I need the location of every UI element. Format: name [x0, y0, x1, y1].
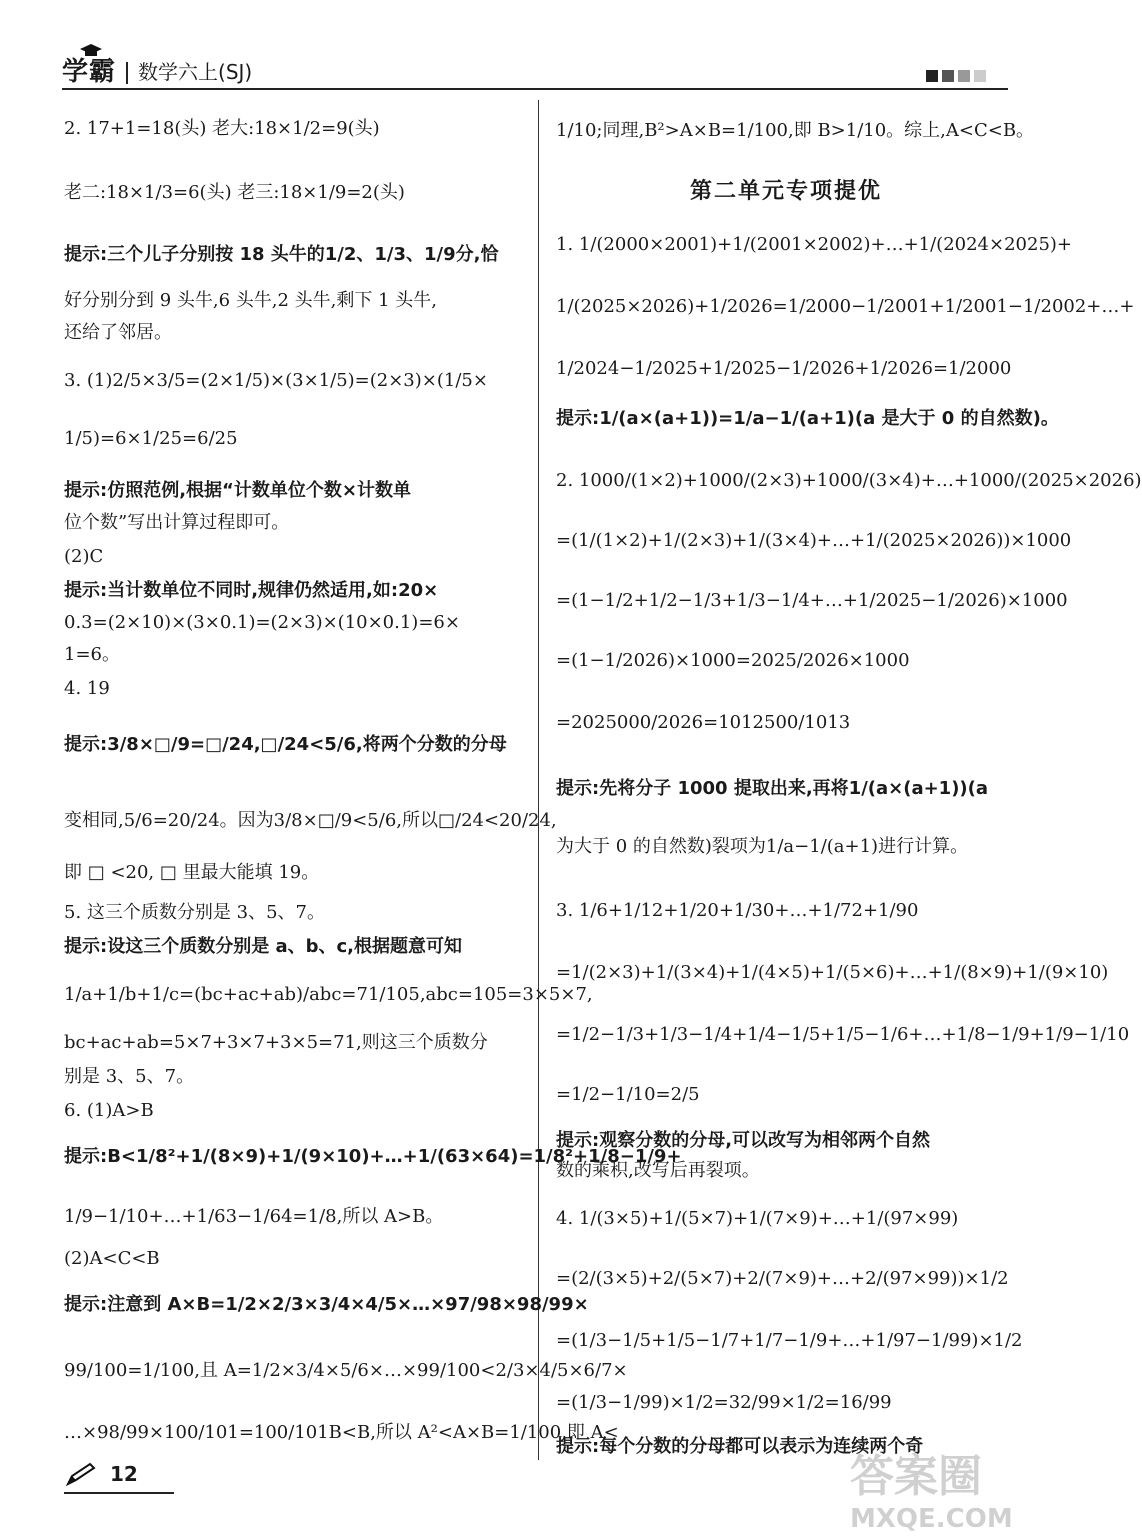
- hint-line: 提示:注意到 A×B=1/2×2/3×3/4×4/5×…×97/98×98/99×: [64, 1294, 589, 1315]
- header-subject: 数学六上(SJ): [138, 60, 253, 84]
- answer-line: 1. 1/(2000×2001)+1/(2001×2002)+…+1/(2024×2025)+: [556, 234, 1073, 255]
- decor-square: [974, 70, 986, 82]
- hint-line: 提示:B<1/8²+1/(8×9)+1/(9×10)+…+1/(63×64)=1/8²+1/8−1/9+: [64, 1146, 682, 1167]
- answer-line: 1/9−1/10+…+1/63−1/64=1/8,所以 A>B。: [64, 1206, 444, 1227]
- answer-line: 4. 19: [64, 678, 110, 699]
- hint-line: 提示:1/(a×(a+1))=1/a−1/(a+1)(a 是大于 0 的自然数)。: [556, 408, 1059, 429]
- answer-line: 99/100=1/100,且 A=1/2×3/4×5/6×…×99/100<2/3×4/5×6/7×: [64, 1360, 628, 1381]
- hint-line: 提示:先将分子 1000 提取出来,再将1/(a×(a+1))(a: [556, 778, 989, 799]
- answer-line: 1/a+1/b+1/c=(bc+ac+ab)/abc=71/105,abc=105=3×5×7,: [64, 984, 593, 1005]
- answer-line: =2025000/2026=1012500/1013: [556, 712, 851, 733]
- answer-line: 别是 3、5、7。: [64, 1066, 195, 1087]
- hint-line: 提示:仿照范例,根据“计数单位个数×计数单: [64, 480, 411, 501]
- answer-line: =(1/3−1/5+1/5−1/7+1/7−1/9+…+1/97−1/99)×1/2: [556, 1330, 1023, 1351]
- hint-line: 提示:当计数单位不同时,规律仍然适用,如:20×: [64, 580, 439, 601]
- graduation-cap-icon: [80, 44, 102, 58]
- answer-line: (2)A<C<B: [64, 1248, 160, 1269]
- answer-line: 还给了邻居。: [64, 322, 172, 343]
- brand-logo-text: 学霸: [62, 57, 117, 87]
- header-separator: [126, 62, 128, 84]
- header-rule: [62, 88, 1008, 90]
- footer-rule: [64, 1492, 174, 1494]
- answer-line: 好分别分到 9 头牛,6 头牛,2 头牛,剩下 1 头牛,: [64, 290, 438, 311]
- answer-line: =(2/(3×5)+2/(5×7)+2/(7×9)+…+2/(97×99))×1/2: [556, 1268, 1009, 1289]
- brand-logo: [62, 48, 252, 88]
- answer-line: …×98/99×100/101=100/101B<B,所以 A²<A×B=1/100,即 A<: [64, 1422, 619, 1443]
- hint-line: 提示:三个儿子分别按 18 头牛的1/2、1/3、1/9分,恰: [64, 244, 499, 265]
- column-divider: [538, 100, 539, 1460]
- watermark-text: 答案圈: [850, 1451, 982, 1502]
- answer-line: 1/(2025×2026)+1/2026=1/2000−1/2001+1/2001−1/2002+…+: [556, 296, 1135, 317]
- answer-line: =1/2−1/10=2/5: [556, 1084, 700, 1105]
- answer-line: 2. 1000/(1×2)+1000/(2×3)+1000/(3×4)+…+1000/(2025×2026): [556, 470, 1142, 491]
- answer-line: 6. (1)A>B: [64, 1100, 154, 1121]
- answer-line: 3. 1/6+1/12+1/20+1/30+…+1/72+1/90: [556, 900, 919, 921]
- watermark-url: MXQE.COM: [850, 1504, 1013, 1534]
- page-footer: [64, 1462, 174, 1492]
- answer-line: bc+ac+ab=5×7+3×7+3×5=71,则这三个质数分: [64, 1032, 488, 1053]
- answer-line: 位个数”写出计算过程即可。: [64, 512, 290, 533]
- answer-line: 为大于 0 的自然数)裂项为1/a−1/(a+1)进行计算。: [556, 836, 969, 857]
- answer-line: 1/10;同理,B²>A×B=1/100,即 B>1/10。综上,A<C<B。: [556, 120, 1035, 141]
- answer-line: 0.3=(2×10)×(3×0.1)=(2×3)×(10×0.1)=6×: [64, 612, 460, 633]
- answer-line: 变相同,5/6=20/24。因为3/8×□/9<5/6,所以□/24<20/24,: [64, 810, 557, 831]
- watermark: [850, 1440, 1030, 1534]
- answer-line: =1/(2×3)+1/(3×4)+1/(4×5)+1/(5×6)+…+1/(8×9)+1/(9×10): [556, 962, 1109, 983]
- answer-line: 即 □ <20, □ 里最大能填 19。: [64, 862, 320, 883]
- answer-line: 3. (1)2/5×3/5=(2×1/5)×(3×1/5)=(2×3)×(1/5×: [64, 370, 488, 391]
- decor-square: [942, 70, 954, 82]
- hint-line: 提示:3/8×□/9=□/24,□/24<5/6,将两个分数的分母: [64, 734, 507, 755]
- section-title: 第二单元专项提优: [689, 179, 882, 204]
- answer-line: 老二:18×1/3=6(头) 老三:18×1/9=2(头): [64, 182, 405, 203]
- hint-line: 提示:每个分数的分母都可以表示为连续两个奇: [556, 1436, 924, 1457]
- answer-line: =(1−1/2026)×1000=2025/2026×1000: [556, 650, 910, 671]
- answer-line: =(1/3−1/99)×1/2=32/99×1/2=16/99: [556, 1392, 892, 1413]
- page-header: [62, 48, 1008, 90]
- pencil-icon: [64, 1462, 100, 1488]
- answer-line: 4. 1/(3×5)+1/(5×7)+1/(7×9)+…+1/(97×99): [556, 1208, 959, 1229]
- decor-square: [926, 70, 938, 82]
- answer-line: 1=6。: [64, 644, 120, 665]
- answer-line: 5. 这三个质数分别是 3、5、7。: [64, 902, 325, 923]
- header-decor-squares: [926, 70, 986, 82]
- answer-line: 数的乘积,改写后再裂项。: [556, 1160, 760, 1181]
- answer-line: (2)C: [64, 546, 104, 567]
- answer-line: =1/2−1/3+1/3−1/4+1/4−1/5+1/5−1/6+…+1/8−1/9+1/9−1/10: [556, 1024, 1130, 1045]
- hint-line: 提示:设这三个质数分别是 a、b、c,根据题意可知: [64, 936, 463, 957]
- answer-line: 2. 17+1=18(头) 老大:18×1/2=9(头): [64, 118, 380, 139]
- hint-line: 提示:观察分数的分母,可以改写为相邻两个自然: [556, 1130, 931, 1151]
- answer-line: 1/5)=6×1/25=6/25: [64, 428, 238, 449]
- answer-line: =(1−1/2+1/2−1/3+1/3−1/4+…+1/2025−1/2026)×1000: [556, 590, 1068, 611]
- decor-square: [958, 70, 970, 82]
- page-number: 12: [110, 1462, 138, 1486]
- answer-line: =(1/(1×2)+1/(2×3)+1/(3×4)+…+1/(2025×2026))×1000: [556, 530, 1072, 551]
- answer-line: 1/2024−1/2025+1/2025−1/2026+1/2026=1/2000: [556, 358, 1012, 379]
